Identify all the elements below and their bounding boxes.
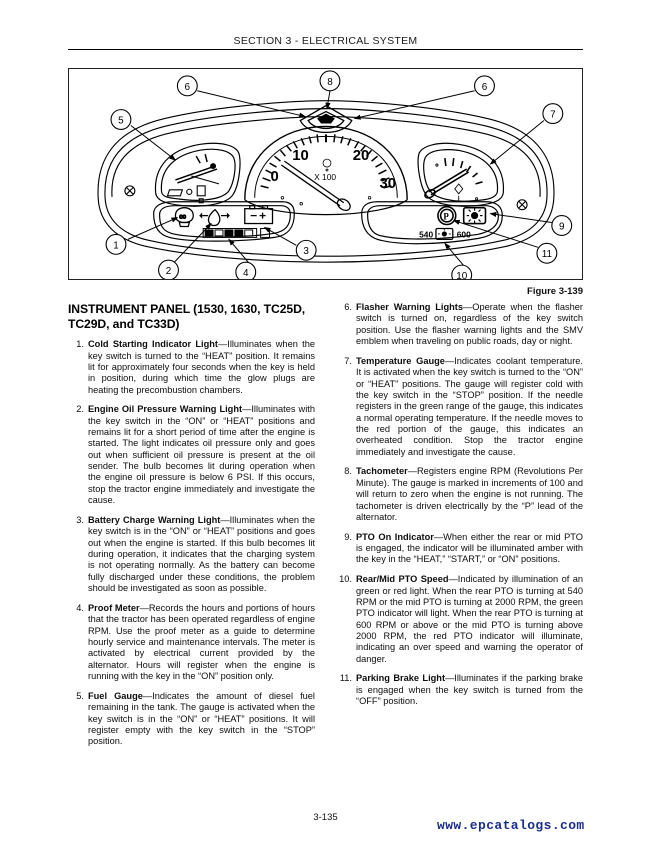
callout-9: [552, 216, 572, 236]
section-header-text: SECTION 3 - ELECTRICAL SYSTEM: [233, 35, 418, 47]
list-item: [68, 691, 315, 748]
item-number: 2.: [76, 404, 84, 415]
item-text: —Illuminates when the key switch is in the “ON” or “HEAT” positions and goes out when the engine is started. If this bulb becomes lit during operation, it indicates that the charging system is not operating normally. As the battery can become fully discharged under these conditions, the problem should be investigated as soon as possible.: [88, 515, 315, 594]
tach-tick-20: 20: [352, 148, 370, 165]
page-title: INSTRUMENT PANEL (1530, 1630, TC25D, TC29D, and TC33D): [68, 302, 306, 331]
tach-tick-0: 0: [270, 168, 279, 185]
list-item: [336, 673, 583, 707]
item-text: —When either the rear or mid PTO is engaged, the indicator will be illuminated amber with the key in the “HEAT,” “START,” or “ON” positions.: [356, 531, 583, 565]
callout-1: [106, 234, 126, 254]
callout-11: [537, 243, 557, 263]
list-item: [336, 532, 583, 566]
item-number: 3.: [76, 515, 84, 525]
callout-5: [111, 110, 131, 130]
item-term: Parking Brake Light: [356, 673, 446, 684]
instrument-panel-drawing: [69, 69, 582, 279]
leader-5: [131, 125, 176, 160]
svg-text:2: 2: [165, 266, 172, 278]
item-term: Tachometer: [356, 466, 408, 477]
item-number: 10.: [339, 574, 352, 585]
watermark: www.epcatalogs.com: [437, 818, 585, 833]
leader-1: [128, 218, 178, 240]
list-item: [68, 404, 315, 506]
svg-text:oo: oo: [179, 214, 187, 221]
item-number: 11.: [339, 673, 352, 684]
leader-7: [490, 121, 543, 165]
svg-text:8: 8: [327, 76, 333, 88]
callout-10: [452, 265, 472, 279]
page-number: 3-135: [313, 812, 338, 823]
svg-text:7: 7: [550, 109, 556, 121]
svg-text:3: 3: [303, 246, 309, 258]
left-item-list: [68, 339, 315, 747]
item-term: Engine Oil Pressure Warning Light: [88, 404, 243, 415]
list-item: [336, 466, 583, 523]
content-columns: [68, 302, 583, 756]
item-number: 4.: [76, 602, 84, 613]
svg-text:6: 6: [481, 81, 488, 93]
callout-3: [296, 240, 316, 260]
page-header: [68, 31, 583, 49]
item-term: Cold Starting Indicator Light: [88, 339, 218, 350]
leader-8: [327, 91, 330, 109]
item-term: Proof Meter: [88, 602, 140, 613]
item-text: —Registers engine RPM (Revolutions Per Minute). The gauge is marked in increments of 100 and will return to zero when the engine is not running. The tachometer is driven electrically by the “P” lead of the alternator.: [356, 466, 583, 522]
item-text: —Indicates coolant temperature. It is activated when the key switch is turned to the “ON” or “HEAT” positions. The gauge will register cold with the key switch in the “STOP” position. If the needle registers in the green range of the gauge, this indicates a normal operating temperature. If the needle moves to the red portion of the gauge, this indicates an overheated condition. Stop the tractor engine immediately and investigate the cause.: [356, 355, 583, 457]
tach-tick-10: 10: [292, 148, 309, 165]
parking-brake-symbol: P: [443, 211, 449, 222]
callout-8: [320, 71, 340, 91]
svg-text:10: 10: [456, 271, 468, 279]
item-term: Fuel Gauge: [88, 690, 143, 701]
item-number: 9.: [344, 531, 352, 542]
item-term: PTO On Indicator: [356, 531, 434, 542]
callout-4: [236, 262, 256, 279]
header-divider: [68, 49, 583, 50]
callout-6-left: [177, 76, 197, 96]
item-number: 6.: [344, 302, 352, 312]
item-term: Rear/Mid PTO Speed: [356, 574, 449, 585]
svg-text:5: 5: [118, 115, 124, 127]
pto-speed-600-label: 600: [456, 229, 471, 240]
item-text: —Illuminates with the key switch in the “ON” or “HEAT” positions and remains lit for a short period of time after the engine is started. The light indicates oil pressure only and goes out when sufficient oil pressure is present at the oil sender. The bulb becomes lit during operation when the engine oil pressure is below 6 PSI. If this occurs, stop the tractor engine immediately and investigate the cause.: [88, 404, 315, 506]
pto-speed-540-label: 540: [419, 229, 434, 240]
svg-text:1: 1: [113, 240, 119, 252]
item-term: Battery Charge Warning Light: [88, 515, 221, 525]
item-text: —Illuminates if the parking brake is engaged when the key switch is turned from the “OFF” position.: [356, 673, 584, 707]
figure-caption: Figure 3-139: [527, 286, 583, 297]
item-text: —Records the hours and portions of hours that the tractor has been operated regardless of engine RPM. Use the proof meter as a guide to determine hourly service and maintenance intervals. The meter is activated by electrical current provided by the alternator. Hours will register when the engine is running with the key in the “ON” position only.: [88, 602, 315, 681]
item-text: —Operate when the flasher switch is turned on, regardless of the key switch position. Use the flasher warning lights and the SMV emblem when traveling on public roads, day or night.: [356, 302, 583, 347]
item-term: Flasher Warning Lights: [356, 302, 464, 312]
list-item: [336, 356, 583, 458]
svg-text:9: 9: [558, 221, 565, 233]
callout-7: [543, 104, 563, 124]
item-number: 1.: [76, 339, 84, 350]
instrument-panel-figure: [68, 68, 583, 280]
tach-multiplier-label: X 100: [314, 171, 337, 182]
callout-6-right: [475, 76, 495, 96]
svg-text:4: 4: [243, 268, 249, 279]
svg-text:6: 6: [184, 81, 191, 93]
list-item: [336, 574, 583, 665]
svg-text:11: 11: [541, 249, 553, 261]
list-item: [336, 302, 583, 347]
item-term: Temperature Gauge: [356, 355, 445, 366]
list-item: [68, 339, 315, 396]
left-column: [68, 302, 315, 756]
item-number: 8.: [344, 466, 352, 477]
leader-2: [173, 224, 211, 264]
callout-2: [159, 260, 179, 279]
item-number: 7.: [344, 355, 352, 366]
item-text: —Indicated by illumination of an green or red light. When the rear PTO is turning at 540 RPM or the mid PTO is turning at 2000 RPM, the green PTO indicator will light. When the rear PTO is turning at 600 RPM or above or the mid PTO is turning above 2000 RPM, the red PTO indicator will illuminate, indicating an over speed and warning the operator of danger.: [356, 574, 583, 664]
right-column: [336, 302, 583, 756]
item-text: —Indicates the amount of diesel fuel remaining in the tank. The gauge is activated when the key switch is in the “ON” or “HEAT” positions. It will register empty with the key switch in the “STOP” position.: [88, 690, 315, 747]
list-item: [68, 515, 315, 594]
list-item: [68, 603, 315, 682]
tach-tick-30: 30: [379, 175, 397, 192]
right-item-list: [336, 302, 583, 708]
item-number: 5.: [76, 690, 84, 701]
item-text: —Illuminates when the key switch is turned to the “HEAT” position. It remains lit for approximately four seconds when the key is held in position, during which time the glow plugs are heating the precombustion chambers.: [88, 339, 315, 395]
